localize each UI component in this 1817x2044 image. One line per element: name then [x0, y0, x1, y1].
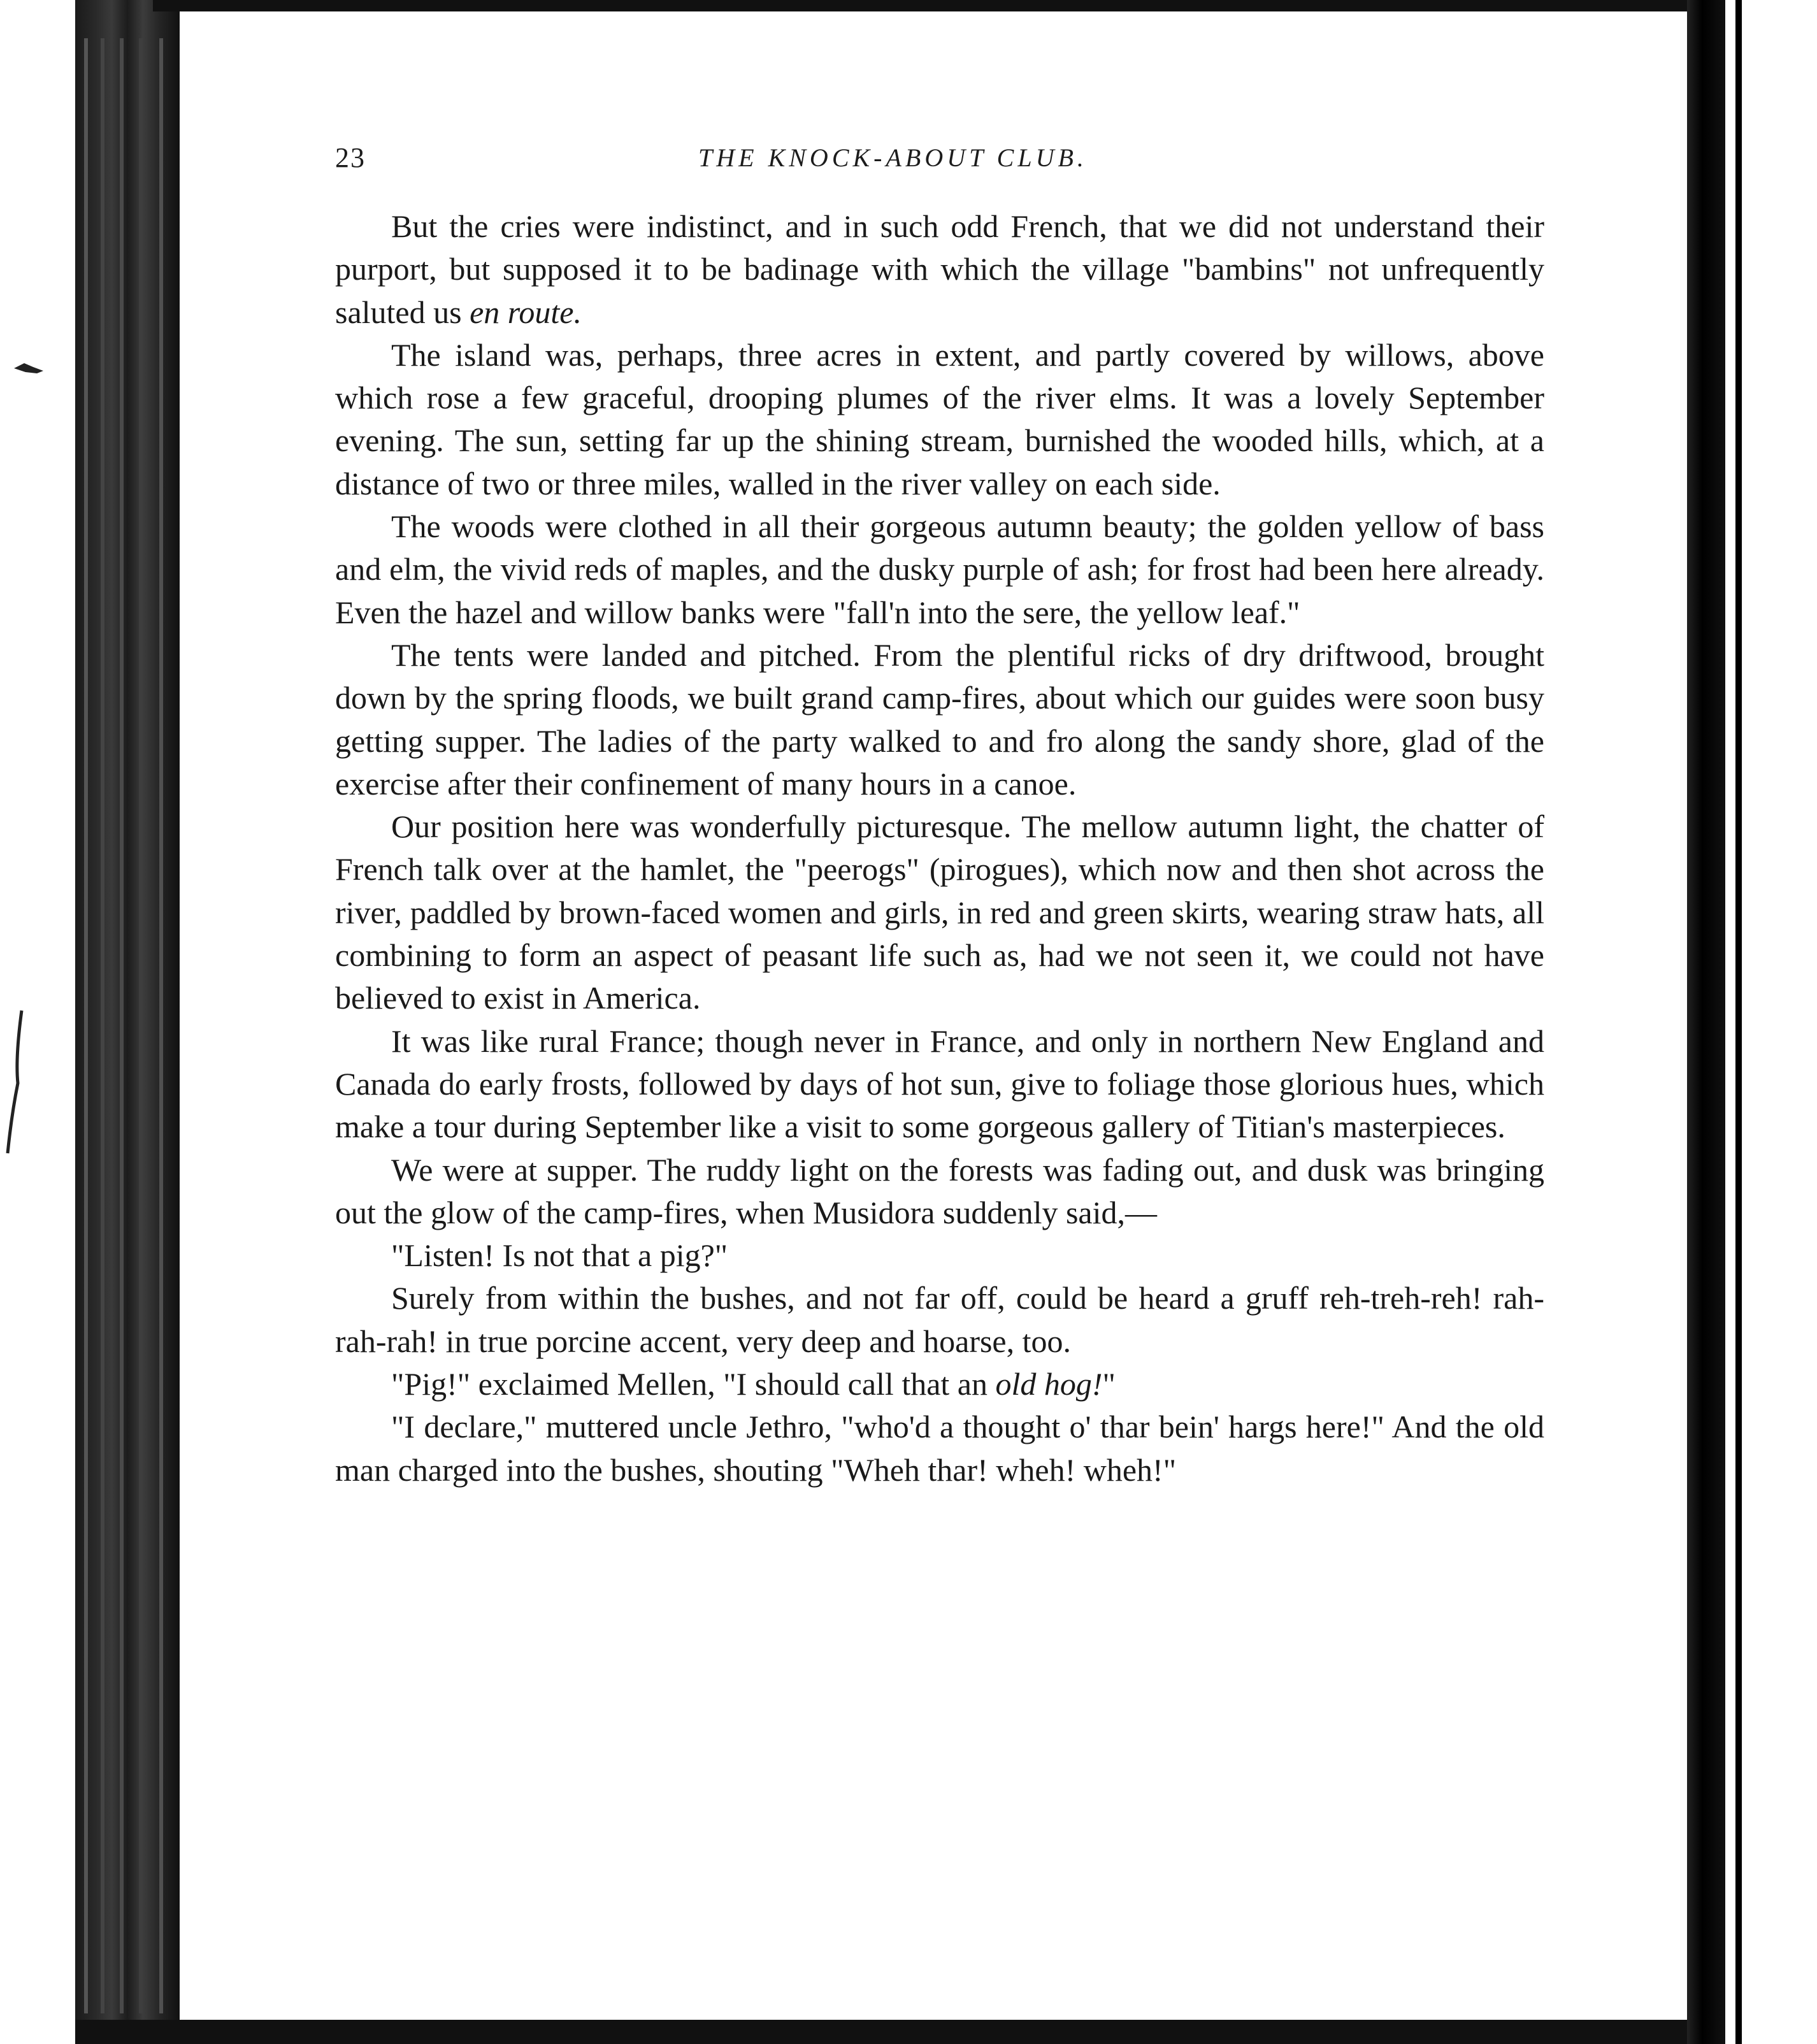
spine-stripe [101, 38, 104, 2013]
paragraph [335, 334, 1544, 505]
paragraph-text: The island was, perhaps, three acres in extent, and partly covered by willows, above which rose a few graceful, drooping plumes of the river elms. It was a lovely September evening. The sun, setting far up the shining stream, burnished the wooded hills, which, at a distance of two or three miles, walled in the river valley on each side. [335, 336, 1544, 501]
paragraph [335, 1277, 1544, 1363]
paragraph [335, 1406, 1544, 1492]
page-header [335, 141, 1546, 192]
paragraph [335, 505, 1544, 634]
spine-stripe [84, 38, 88, 2013]
paragraph-text: The woods were clothed in all their gorgeous autumn beauty; the golden yellow of bass and elm, the vivid reds of maples, and the dusky purple of ash; for frost had been here already. Even the hazel and willow banks were "fall'n into the sere, the yellow leaf." [335, 508, 1544, 630]
paragraph-text: We were at supper. The ruddy light on the forests was fading out, and dusk was bringing out the glow of the camp-fires, when Musidora suddenly said,— [335, 1151, 1544, 1230]
italic-phrase: en route. [470, 294, 582, 330]
page-bottom-edge [75, 2020, 1706, 2044]
spine-stripe [159, 38, 163, 2013]
paragraph [335, 205, 1544, 334]
paragraph-text: But the cries were indistinct, and in such odd French, that we did not understand their purport, but supposed it to be badinage with which the village "bambins" not unfrequently saluted us [335, 208, 1544, 330]
spine-stripe [139, 38, 143, 2013]
paragraph-text: Surely from within the bushes, and not far off, could be heard a gruff reh-treh-reh! rah-rah-rah! in true porcine accent, very deep and hoarse, too. [335, 1280, 1544, 1359]
paragraph-text: The tents were landed and pitched. From the plentiful ricks of dry driftwood, brought down by the spring floods, we built grand camp-fires, about which our guides were soon busy getting supper. The ladies of the party walked to and fro along the sandy shore, glad of the exercise after their confinement of many hours in a canoe. [335, 637, 1544, 802]
closing-quote: " [1102, 1366, 1116, 1402]
paragraph [335, 1020, 1544, 1149]
page-top-edge [153, 0, 1695, 11]
margin-smudge-icon [11, 357, 50, 382]
paragraph-text: "I declare," muttered uncle Jethro, "who'd a thought o' thar bein' hargs here!" And the old man charged into the bushes, shouting "Wheh thar! wheh! wheh!" [335, 1409, 1544, 1488]
paragraph [335, 1363, 1544, 1406]
italic-phrase: old hog! [995, 1366, 1103, 1402]
book-spine [75, 0, 180, 2044]
paragraph-text: "Listen! Is not that a pig?" [391, 1237, 728, 1274]
right-border-line [1735, 0, 1742, 2044]
page-right-edge [1687, 0, 1725, 2044]
page-number: 23 [335, 142, 366, 173]
paragraph-text: It was like rural France; though never in France, and only in northern New England and Canada do early frosts, followed by days of hot sun, give to foliage those glorious hues, which make a tour during September like a visit to some gorgeous gallery of Titian's masterpieces. [335, 1023, 1544, 1145]
paragraph-text: "Pig!" exclaimed Mellen, "I should call that an [391, 1366, 996, 1402]
paragraph [335, 805, 1544, 1019]
margin-stroke-icon [3, 1007, 28, 1160]
running-title: THE KNOCK-ABOUT CLUB. [698, 143, 1088, 172]
paragraph-text: Our position here was wonderfully picturesque. The mellow autumn light, the chatter of French talk over at the hamlet, the "peerogs" (pirogues), which now and then shot across the river, paddled by brown-faced women and girls, in red and green skirts, wearing straw hats, all combining to form an aspect of peasant life such as, had we not seen it, we could not have believed to exist in America. [335, 809, 1544, 1016]
paragraph [335, 634, 1544, 805]
body-text [335, 205, 1544, 1492]
spine-stripe [120, 38, 124, 2013]
paragraph [335, 1234, 1544, 1277]
paragraph [335, 1149, 1544, 1235]
